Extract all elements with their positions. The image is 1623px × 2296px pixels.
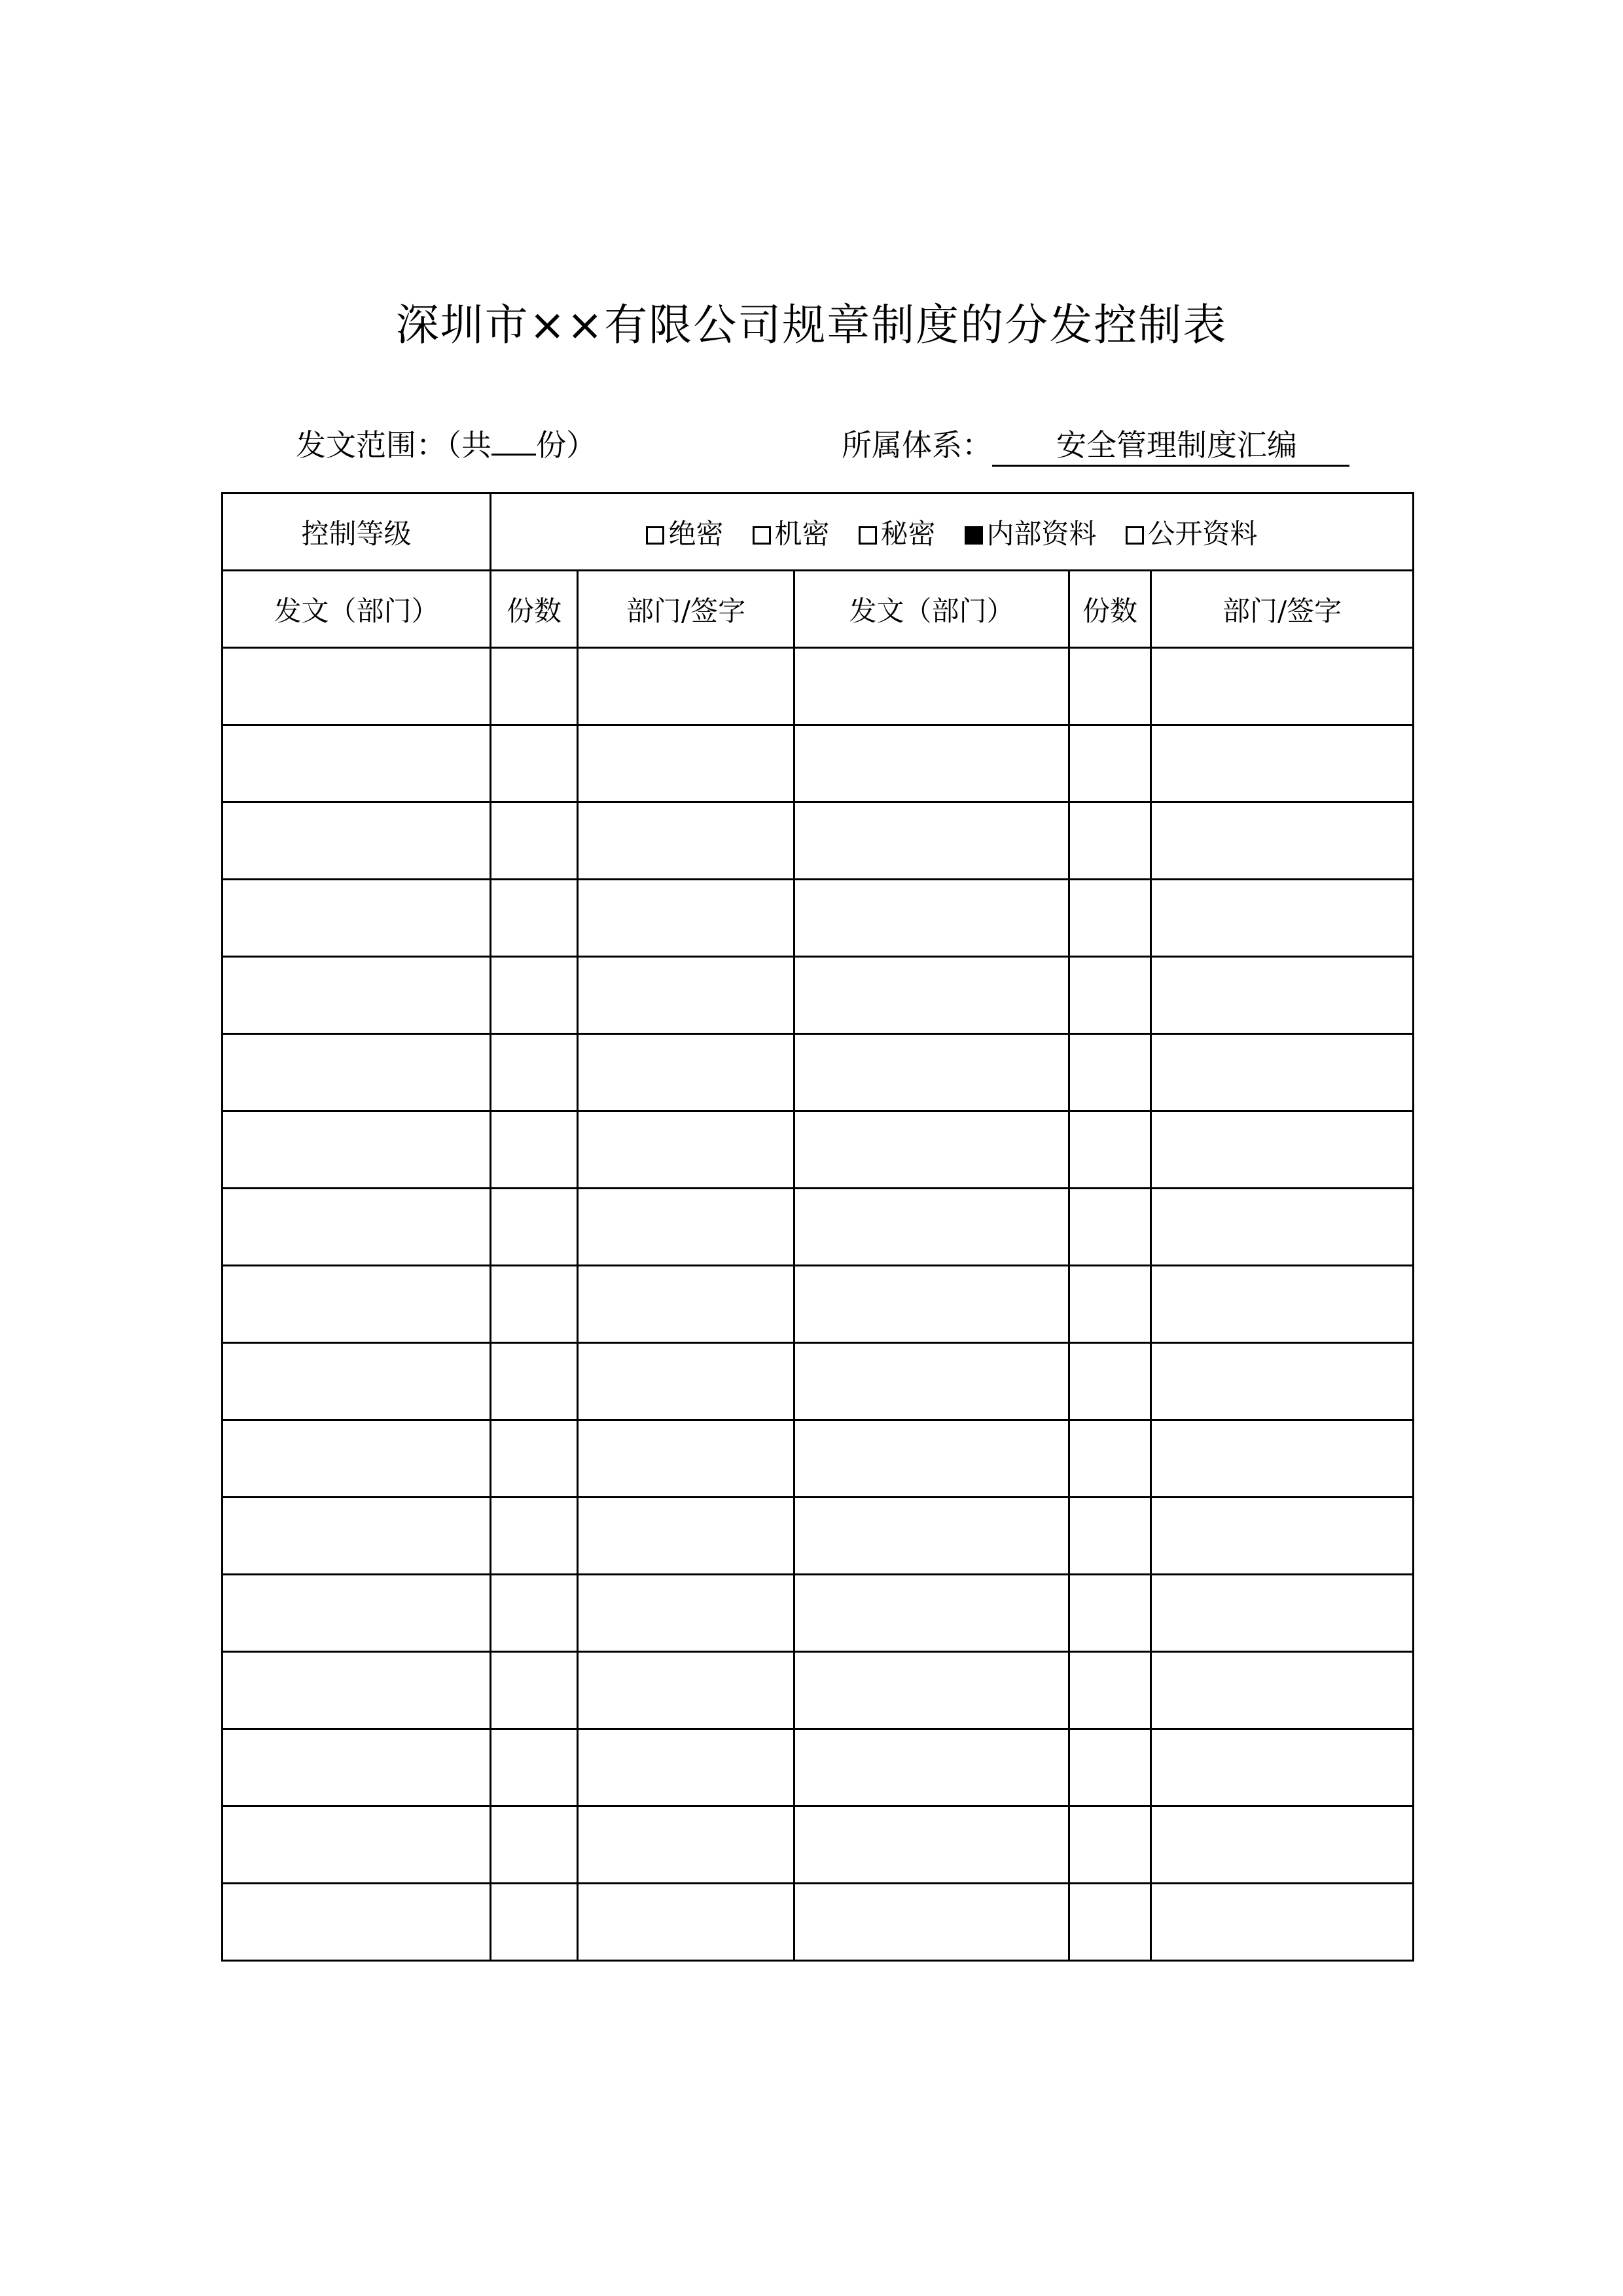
table-cell[interactable] [794, 1806, 1069, 1884]
table-cell[interactable] [223, 1652, 491, 1729]
table-cell[interactable] [1151, 1575, 1414, 1652]
table-cell[interactable] [223, 1884, 491, 1961]
checked-box-icon[interactable] [965, 526, 983, 545]
table-cell[interactable] [1069, 1498, 1151, 1575]
table-cell[interactable] [794, 1343, 1069, 1420]
system-label: 所属体系： [842, 427, 992, 463]
table-row [223, 1498, 1414, 1575]
table-cell[interactable] [578, 1111, 794, 1189]
control-level-option-label: 机密 [774, 517, 830, 550]
table-cell[interactable] [794, 1420, 1069, 1498]
table-cell[interactable] [1069, 1034, 1151, 1111]
table-cell[interactable] [1151, 1266, 1414, 1343]
table-cell[interactable] [794, 1266, 1069, 1343]
table-cell[interactable] [794, 725, 1069, 802]
column-header: 发文（部门） [794, 571, 1069, 648]
table-cell[interactable] [223, 880, 491, 957]
table-row [223, 1420, 1414, 1498]
unchecked-box-icon[interactable] [859, 526, 877, 545]
table-cell[interactable] [1069, 1806, 1151, 1884]
table-cell[interactable] [491, 1652, 578, 1729]
column-header: 部门/签字 [1151, 571, 1414, 648]
column-header: 份数 [491, 571, 578, 648]
distribution-scope [296, 419, 596, 471]
table-cell[interactable] [578, 648, 794, 725]
table-row [223, 725, 1414, 802]
page-title: 深圳市××有限公司规章制度的分发控制表 [395, 300, 1228, 350]
table-cell[interactable] [1151, 1498, 1414, 1575]
table-cell[interactable] [1069, 1189, 1151, 1266]
table-row [223, 1111, 1414, 1189]
table-cell[interactable] [1151, 880, 1414, 957]
distribution-table [221, 492, 1414, 1962]
table-cell[interactable] [223, 1806, 491, 1884]
control-level-option[interactable] [859, 518, 936, 550]
table-cell[interactable] [794, 802, 1069, 880]
column-header-row [223, 571, 1414, 648]
table-cell[interactable] [1069, 880, 1151, 957]
table-cell[interactable] [578, 1189, 794, 1266]
control-level-option-label: 公开资料 [1147, 517, 1258, 550]
system-field [842, 419, 1349, 471]
table-cell[interactable] [578, 1420, 794, 1498]
table-cell[interactable] [223, 1343, 491, 1420]
table-cell[interactable] [223, 1498, 491, 1575]
table-row [223, 648, 1414, 725]
table-row [223, 1266, 1414, 1343]
table-cell[interactable] [491, 725, 578, 802]
column-header: 份数 [1069, 571, 1151, 648]
table-cell[interactable] [578, 880, 794, 957]
table-row [223, 1884, 1414, 1961]
table-cell[interactable] [578, 1806, 794, 1884]
system-value[interactable]: 安全管理制度汇编 [992, 425, 1349, 467]
table-cell[interactable] [794, 880, 1069, 957]
table-cell[interactable] [578, 1884, 794, 1961]
table-cell[interactable] [578, 1729, 794, 1806]
control-level-option[interactable] [965, 518, 1097, 550]
table-cell[interactable] [794, 1111, 1069, 1189]
table-cell[interactable] [578, 725, 794, 802]
column-header: 发文（部门） [223, 571, 491, 648]
table-cell[interactable] [491, 1034, 578, 1111]
table-cell[interactable] [794, 1034, 1069, 1111]
table-cell[interactable] [223, 1575, 491, 1652]
table-cell[interactable] [223, 1111, 491, 1189]
unchecked-box-icon[interactable] [646, 526, 664, 545]
table-row [223, 957, 1414, 1034]
table-row [223, 802, 1414, 880]
table-cell[interactable] [491, 1729, 578, 1806]
table-cell[interactable] [1069, 1729, 1151, 1806]
table-cell[interactable] [1151, 648, 1414, 725]
table-cell[interactable] [1069, 1652, 1151, 1729]
column-header: 部门/签字 [578, 571, 794, 648]
table-cell[interactable] [1151, 1189, 1414, 1266]
table-cell[interactable] [491, 1266, 578, 1343]
table-row [223, 880, 1414, 957]
table-cell[interactable] [223, 957, 491, 1034]
table-cell[interactable] [1069, 802, 1151, 880]
unchecked-box-icon[interactable] [1126, 526, 1144, 545]
table-cell[interactable] [491, 802, 578, 880]
table-cell[interactable] [578, 1266, 794, 1343]
table-cell[interactable] [1069, 725, 1151, 802]
table-cell[interactable] [1151, 1806, 1414, 1884]
table-cell[interactable] [1069, 957, 1151, 1034]
table-cell[interactable] [223, 1266, 491, 1343]
table-cell[interactable] [223, 1189, 491, 1266]
table-cell[interactable] [491, 648, 578, 725]
control-level-option[interactable] [753, 518, 830, 550]
table-cell[interactable] [1151, 725, 1414, 802]
table-row [223, 1189, 1414, 1266]
table-cell[interactable] [1069, 1266, 1151, 1343]
control-level-option-label: 内部资料 [986, 517, 1097, 550]
table-cell[interactable] [794, 1729, 1069, 1806]
table-cell[interactable] [578, 802, 794, 880]
table-cell[interactable] [1151, 802, 1414, 880]
table-cell[interactable] [578, 1575, 794, 1652]
control-level-option-label: 绝密 [668, 517, 724, 550]
table-cell[interactable] [794, 1498, 1069, 1575]
control-level-options [491, 493, 1414, 571]
table-cell[interactable] [223, 725, 491, 802]
table-cell[interactable] [794, 648, 1069, 725]
table-cell[interactable] [223, 802, 491, 880]
table-cell[interactable] [491, 1884, 578, 1961]
table-cell[interactable] [1151, 957, 1414, 1034]
table-cell[interactable] [223, 1729, 491, 1806]
table-row [223, 1806, 1414, 1884]
table-cell[interactable] [491, 1806, 578, 1884]
table-cell[interactable] [491, 880, 578, 957]
table-cell[interactable] [794, 1884, 1069, 1961]
table-row [223, 1575, 1414, 1652]
table-cell[interactable] [223, 1034, 491, 1111]
table-cell[interactable] [491, 1420, 578, 1498]
table-cell[interactable] [1151, 1729, 1414, 1806]
table-cell[interactable] [491, 1575, 578, 1652]
scope-prefix: 发文范围：（共 [296, 427, 491, 463]
table-cell[interactable] [1069, 1343, 1151, 1420]
table-cell[interactable] [1069, 1575, 1151, 1652]
table-cell[interactable] [1151, 1652, 1414, 1729]
table-cell[interactable] [491, 957, 578, 1034]
table-cell[interactable] [1069, 648, 1151, 725]
table-cell[interactable] [491, 1189, 578, 1266]
table-cell[interactable] [794, 1652, 1069, 1729]
table-cell[interactable] [491, 1343, 578, 1420]
table-row [223, 1729, 1414, 1806]
control-level-option-label: 秘密 [880, 517, 936, 550]
scope-suffix: 份） [536, 427, 596, 463]
table-cell[interactable] [578, 1652, 794, 1729]
table-cell[interactable] [223, 1420, 491, 1498]
control-level-option[interactable] [646, 518, 723, 550]
table-cell[interactable] [1069, 1884, 1151, 1961]
control-level-label: 控制等级 [223, 493, 491, 571]
table-cell[interactable] [1151, 1343, 1414, 1420]
table-cell[interactable] [1151, 1111, 1414, 1189]
table-cell[interactable] [578, 957, 794, 1034]
table-cell[interactable] [794, 1575, 1069, 1652]
table-cell[interactable] [1151, 1884, 1414, 1961]
table-row [223, 1034, 1414, 1111]
table-cell[interactable] [1151, 1034, 1414, 1111]
table-cell[interactable] [1069, 1420, 1151, 1498]
copies-blank-field[interactable] [491, 427, 536, 456]
table-cell[interactable] [578, 1343, 794, 1420]
table-cell[interactable] [794, 957, 1069, 1034]
table-cell[interactable] [1069, 1111, 1151, 1189]
control-level-option[interactable] [1126, 518, 1258, 550]
table-row [223, 1652, 1414, 1729]
table-cell[interactable] [491, 1111, 578, 1189]
table-cell[interactable] [491, 1498, 578, 1575]
table-cell[interactable] [578, 1498, 794, 1575]
table-cell[interactable] [223, 648, 491, 725]
table-cell[interactable] [794, 1189, 1069, 1266]
control-level-row [223, 493, 1414, 571]
unchecked-box-icon[interactable] [753, 526, 771, 545]
table-cell[interactable] [578, 1034, 794, 1111]
table-row [223, 1343, 1414, 1420]
table-cell[interactable] [1151, 1420, 1414, 1498]
